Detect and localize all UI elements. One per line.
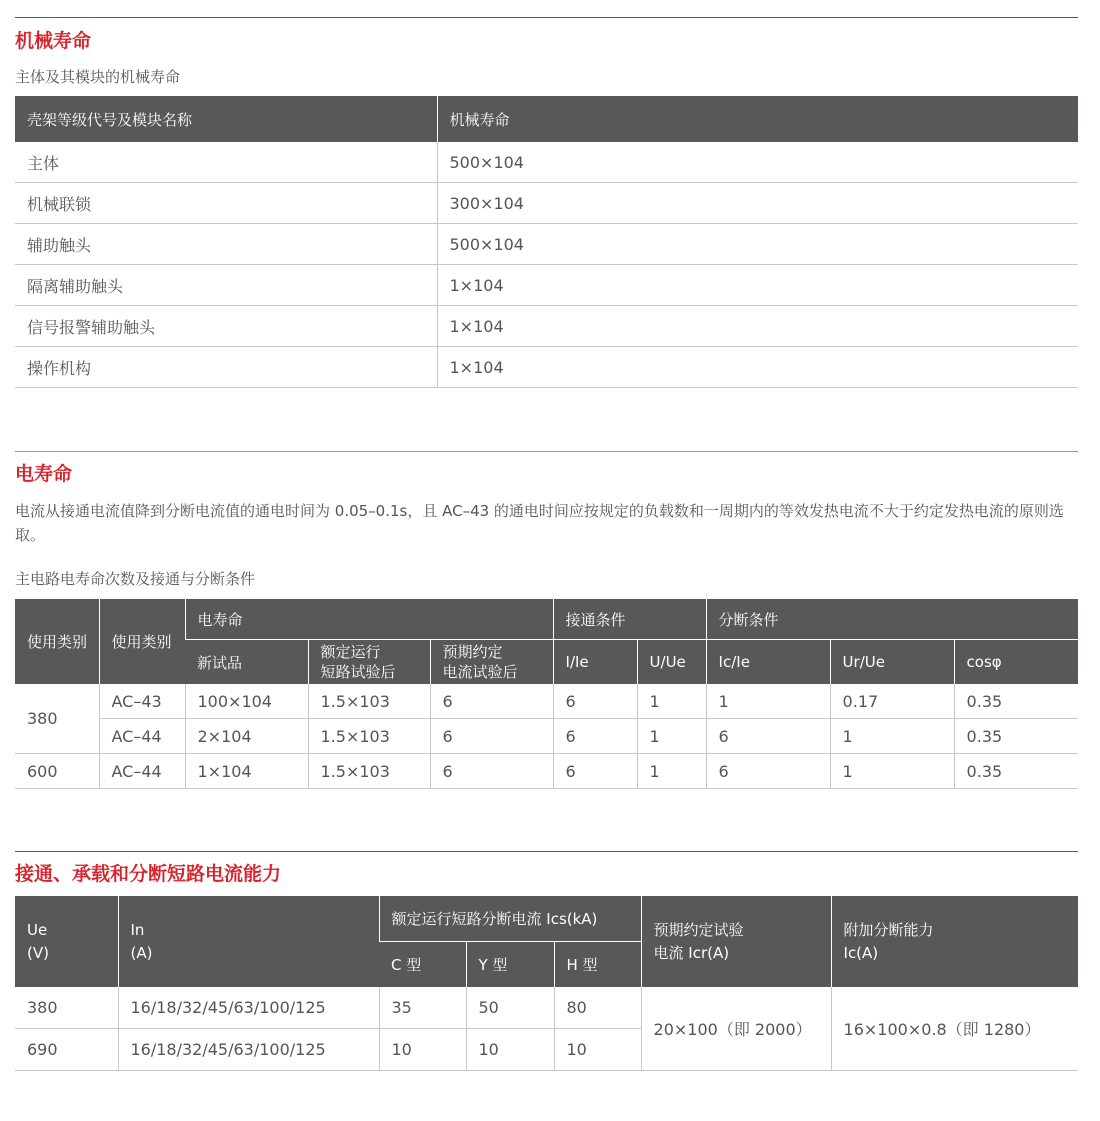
cell-u-ue: 1 [637,754,706,789]
header-line: 预期约定 [442,643,503,661]
header-ic-ie: Ic/Ie [706,640,830,685]
table-header-row [15,896,1078,942]
cell-life: 1×104 [437,265,1078,306]
cell-i-ie: 6 [553,719,637,754]
table-row [15,224,1078,265]
cell-ic-ie: 1 [706,684,830,719]
header-ur-ue: Ur/Ue [830,640,954,685]
cell-c-type: 10 [379,1029,466,1071]
cell-voltage: 380 [15,684,99,754]
header-mechanical-life: 机械寿命 [437,96,1078,142]
header-line: 额定运行 [320,643,381,661]
section-divider [15,851,1078,852]
header-line: 附加分断能力 [843,920,934,939]
cell-life: 1×104 [437,306,1078,347]
cell-module: 操作机构 [15,347,437,388]
cell-life: 1×104 [437,347,1078,388]
cell-module: 主体 [15,142,437,183]
cell-after-expected: 6 [430,754,553,789]
cell-after-rated: 1.5×103 [308,719,430,754]
header-line: (V) [27,943,49,962]
cell-category: AC–44 [99,754,185,789]
cell-cos-phi: 0.35 [954,684,1078,719]
header-break-conditions: 分断条件 [706,599,1078,640]
cell-module: 辅助触头 [15,224,437,265]
cell-ur-ue: 1 [830,719,954,754]
short-circuit-section [15,851,1078,1081]
cell-new-sample: 2×104 [185,719,308,754]
electrical-life-table [15,599,1078,789]
header-electrical-life: 电寿命 [185,599,553,640]
cell-new-sample: 1×104 [185,754,308,789]
header-new-sample: 新试品 [185,640,308,685]
table-row [15,684,1078,719]
cell-ic: 16×100×0.8（即 1280） [831,987,1078,1071]
header-cos-phi: cosφ [954,640,1078,685]
header-icr [641,896,831,987]
cell-module: 机械联锁 [15,183,437,224]
mechanical-life-table [15,96,1078,388]
header-line: 电流 Icr(A) [653,943,730,962]
header-i-ie: I/Ie [553,640,637,685]
section-title: 电寿命 [15,463,73,485]
header-line: 预期约定试验 [653,920,744,939]
cell-module: 隔离辅助触头 [15,265,437,306]
cell-u-ue: 1 [637,684,706,719]
mechanical-life-section [15,17,1078,397]
cell-after-expected: 6 [430,684,553,719]
section-subtitle: 主体及其模块的机械寿命 [15,68,181,86]
cell-in: 16/18/32/45/63/100/125 [118,987,379,1029]
cell-i-ie: 6 [553,754,637,789]
cell-ue: 690 [15,1029,118,1071]
header-after-expected-test [430,640,553,685]
section-subtitle: 主电路电寿命次数及接通与分断条件 [15,570,256,588]
cell-y-type: 50 [466,987,554,1029]
cell-u-ue: 1 [637,719,706,754]
header-after-rated-test [308,640,430,685]
section-title: 机械寿命 [15,30,92,52]
cell-ur-ue: 1 [830,754,954,789]
table-header-row [15,96,1078,142]
cell-module: 信号报警辅助触头 [15,306,437,347]
header-line: In [130,920,145,939]
header-c-type: C 型 [379,942,466,988]
cell-h-type: 10 [554,1029,641,1071]
section-description: 电流从接通电流值降到分断电流值的通电时间为 0.05–0.1s，且 AC–43 的通电时间应按规定的负载数和一周期内的等效发热电流不大于约定发热电流的原则选取。 [15,502,1064,544]
cell-ur-ue: 0.17 [830,684,954,719]
cell-category: AC–43 [99,684,185,719]
cell-voltage: 600 [15,754,99,789]
header-line: 电流试验后 [442,663,518,681]
cell-life: 500×104 [437,224,1078,265]
header-u-ue: U/Ue [637,640,706,685]
cell-ic-ie: 6 [706,754,830,789]
cell-after-rated: 1.5×103 [308,684,430,719]
cell-life: 500×104 [437,142,1078,183]
cell-ue: 380 [15,987,118,1029]
table-row [15,265,1078,306]
table-header-row [15,599,1078,640]
cell-life: 300×104 [437,183,1078,224]
header-ics: 额定运行短路分断电流 Ics(kA) [379,896,641,942]
header-ue [15,896,118,987]
cell-icr: 20×100（即 2000） [641,987,831,1071]
header-line: Ic(A) [843,943,879,962]
table-row [15,142,1078,183]
cell-category: AC–44 [99,719,185,754]
electrical-life-section [15,451,1078,796]
header-ic [831,896,1078,987]
table-row [15,754,1078,789]
cell-cos-phi: 0.35 [954,719,1078,754]
table-row [15,719,1078,754]
table-row [15,347,1078,388]
table-row [15,183,1078,224]
cell-new-sample: 100×104 [185,684,308,719]
header-y-type: Y 型 [466,942,554,988]
header-usage-category-2: 使用类别 [99,599,185,684]
header-make-conditions: 接通条件 [553,599,706,640]
table-row [15,987,1078,1029]
cell-in: 16/18/32/45/63/100/125 [118,1029,379,1071]
cell-y-type: 10 [466,1029,554,1071]
section-divider [15,451,1078,452]
header-line: Ue [27,920,48,939]
header-line: (A) [130,943,153,962]
header-h-type: H 型 [554,942,641,988]
header-in [118,896,379,987]
cell-h-type: 80 [554,987,641,1029]
cell-c-type: 35 [379,987,466,1029]
cell-ic-ie: 6 [706,719,830,754]
header-line: 短路试验后 [320,663,396,681]
section-title: 接通、承载和分断短路电流能力 [15,863,282,885]
cell-i-ie: 6 [553,684,637,719]
cell-after-rated: 1.5×103 [308,754,430,789]
cell-cos-phi: 0.35 [954,754,1078,789]
section-divider [15,17,1078,18]
header-module-name: 壳架等级代号及模块名称 [15,96,437,142]
cell-after-expected: 6 [430,719,553,754]
header-usage-category: 使用类别 [15,599,99,684]
short-circuit-table [15,896,1078,1071]
table-row [15,306,1078,347]
